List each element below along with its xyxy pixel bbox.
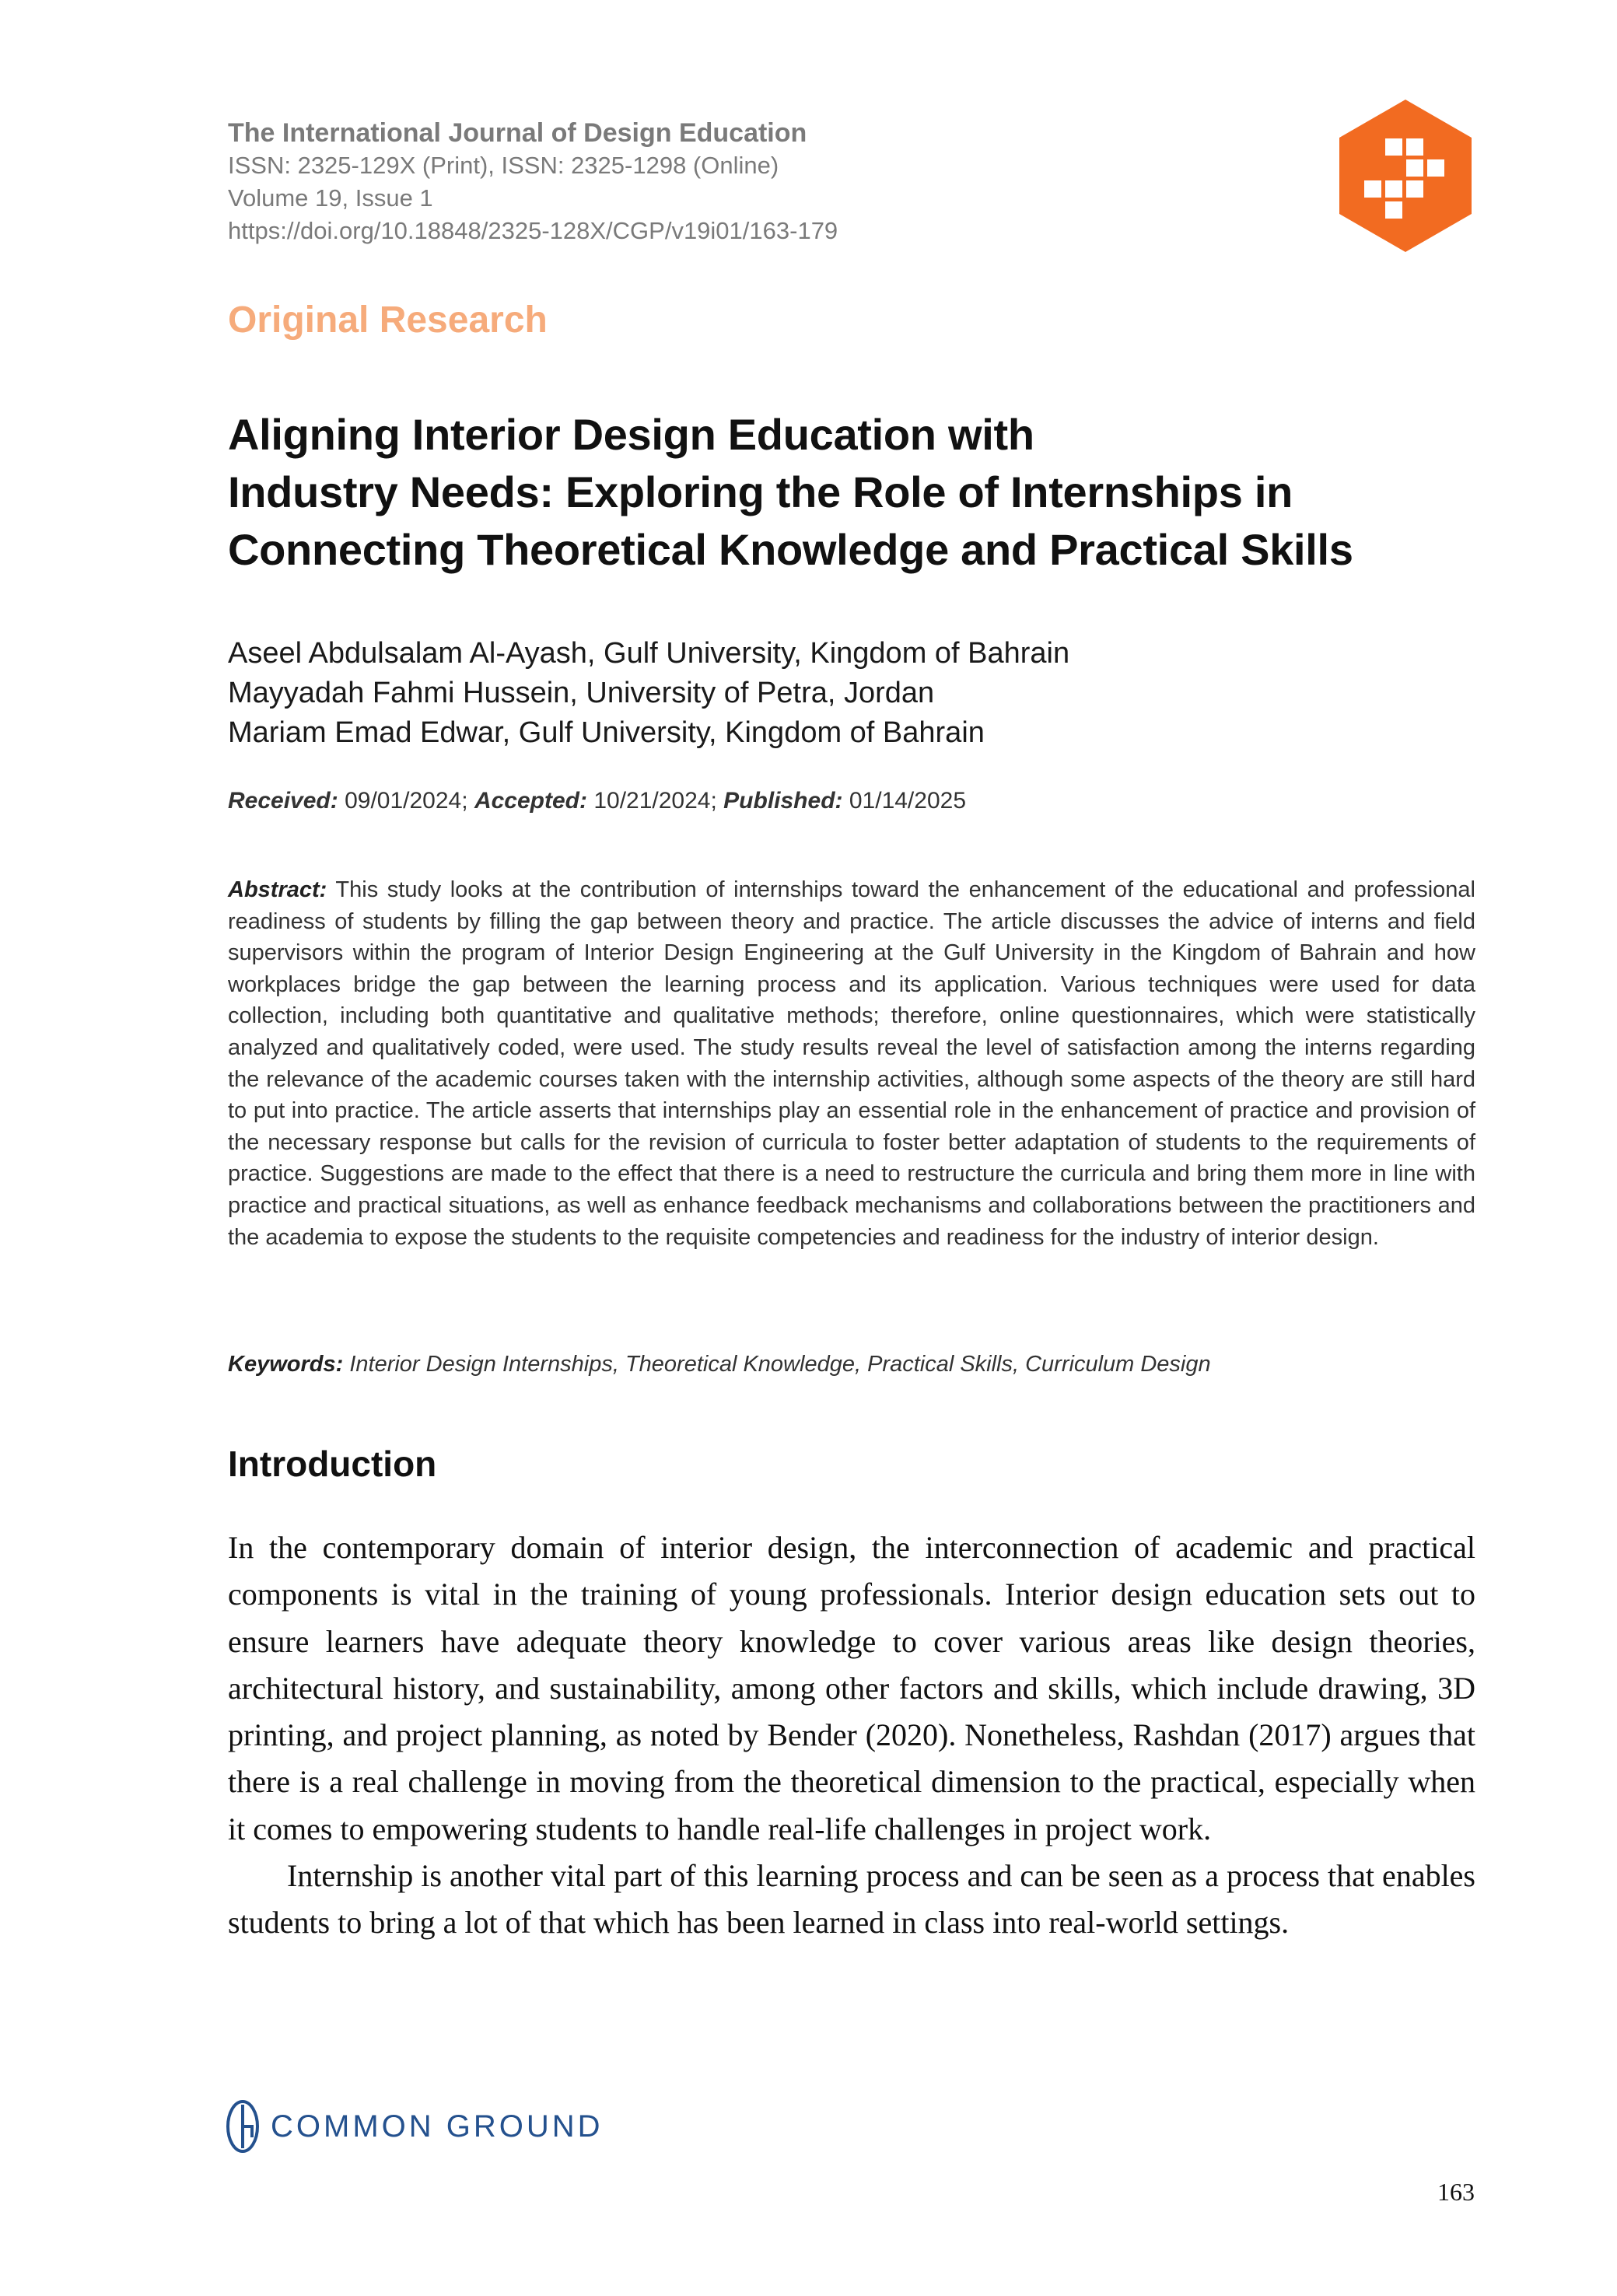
article-category: Original Research (228, 299, 548, 341)
published-label: Published: (723, 788, 843, 814)
abstract-label: Abstract: (228, 877, 327, 902)
paragraph: Internship is another vital part of this learning process and can be seen as a process that enables students to bring a lot of that which has been learned in class into real-world settings. (228, 1858, 1475, 1941)
journal-volume: Volume 19, Issue 1 (228, 184, 433, 212)
publication-dates: Received: 09/01/2024; Accepted: 10/21/2024; Published: 01/14/2025 (228, 788, 967, 814)
journal-name: The International Journal of Design Education (228, 118, 807, 148)
keywords-text: Interior Design Internships, Theoretical Knowledge, Practical Skills, Curriculum Design (349, 1352, 1211, 1377)
title-line: Industry Needs: Exploring the Role of Internships in (228, 467, 1293, 516)
keywords (228, 1349, 1475, 1380)
publisher-logo (226, 2095, 604, 2158)
author-line: Mariam Emad Edwar, Gulf University, Kingdom of Bahrain (228, 716, 985, 749)
published-date: 01/14/2025 (849, 788, 967, 814)
paragraph: In the contemporary domain of interior design, the interconnection of academic and practical components is vital in the training of young professionals. Interior design education sets out to ensure learners have adequate theory knowledge to cover various areas like design theories, architectural history, and sustainability, among other factors and skills, which include drawing, 3D printing, and project planning, as noted by Bender (2020). Nonetheless, Rashdan (2017) argues that there is a real challenge in moving from the theoretical dimension to the practical, especially when it comes to empowering students to handle real-life challenges in project work. (228, 1530, 1475, 1846)
accepted-date: 10/21/2024 (593, 788, 711, 814)
abstract (228, 874, 1475, 1253)
author-line: Aseel Abdulsalam Al-Ayash, Gulf University, Kingdom of Bahrain (228, 637, 1070, 670)
abstract-text: This study looks at the contribution of internships toward the enhancement of the educational and professional readiness of students by filling the gap between theory and practice. The article discusses the advice of interns and field supervisors within the program of Interior Design Engineering at the Gulf University in the Kingdom of Bahrain and how workplaces bridge the gap between the learning process and its application. Various techniques were used for data collection, including both quantitative and qualitative methods; therefore, online questionnaires, which were statistically analyzed and qualitatively coded, were used. The study results reveal the level of satisfaction among the interns regarding the relevance of the academic courses taken with the internship activities, although some aspects of the theory are still hard to put into practice. The article asserts that internships play an essential role in the enhancement of practice and provision of the necessary response but calls for the revision of curricula to foster better adaptation of students to the requirements of practice. Suggestions are made to the effect that there is a need to restructure the curricula and bring them more in line with practice and practical situations, as well as enhance feedback mechanisms and collaborations between the practitioners and the academia to expose the students to the requisite competencies and readiness for the industry of interior design. (228, 877, 1475, 1250)
article-title (228, 406, 1519, 579)
journal-header (228, 117, 1239, 247)
page-number: 163 (1437, 2178, 1475, 2206)
publisher-name: COMMON GROUND (271, 2109, 604, 2144)
journal-issn: ISSN: 2325-129X (Print), ISSN: 2325-1298 (Online) (228, 152, 779, 179)
received-label: Received: (228, 788, 338, 814)
title-line: Connecting Theoretical Knowledge and Practical Skills (228, 525, 1353, 574)
author-list (228, 634, 1472, 753)
accepted-label: Accepted: (474, 788, 587, 814)
journal-doi-link[interactable]: https://doi.org/10.18848/2325-128X/CGP/v19i01/163-179 (228, 217, 838, 244)
keywords-label: Keywords: (228, 1352, 344, 1377)
journal-hexagon-logo-icon (1339, 100, 1472, 252)
author-line: Mayyadah Fahmi Hussein, University of Petra, Jordan (228, 677, 935, 709)
common-ground-icon (226, 2098, 260, 2154)
section-heading: Introduction (228, 1444, 437, 1484)
title-line: Aligning Interior Design Education with (228, 410, 1034, 459)
body-text (228, 1524, 1475, 1947)
received-date: 09/01/2024 (345, 788, 462, 814)
